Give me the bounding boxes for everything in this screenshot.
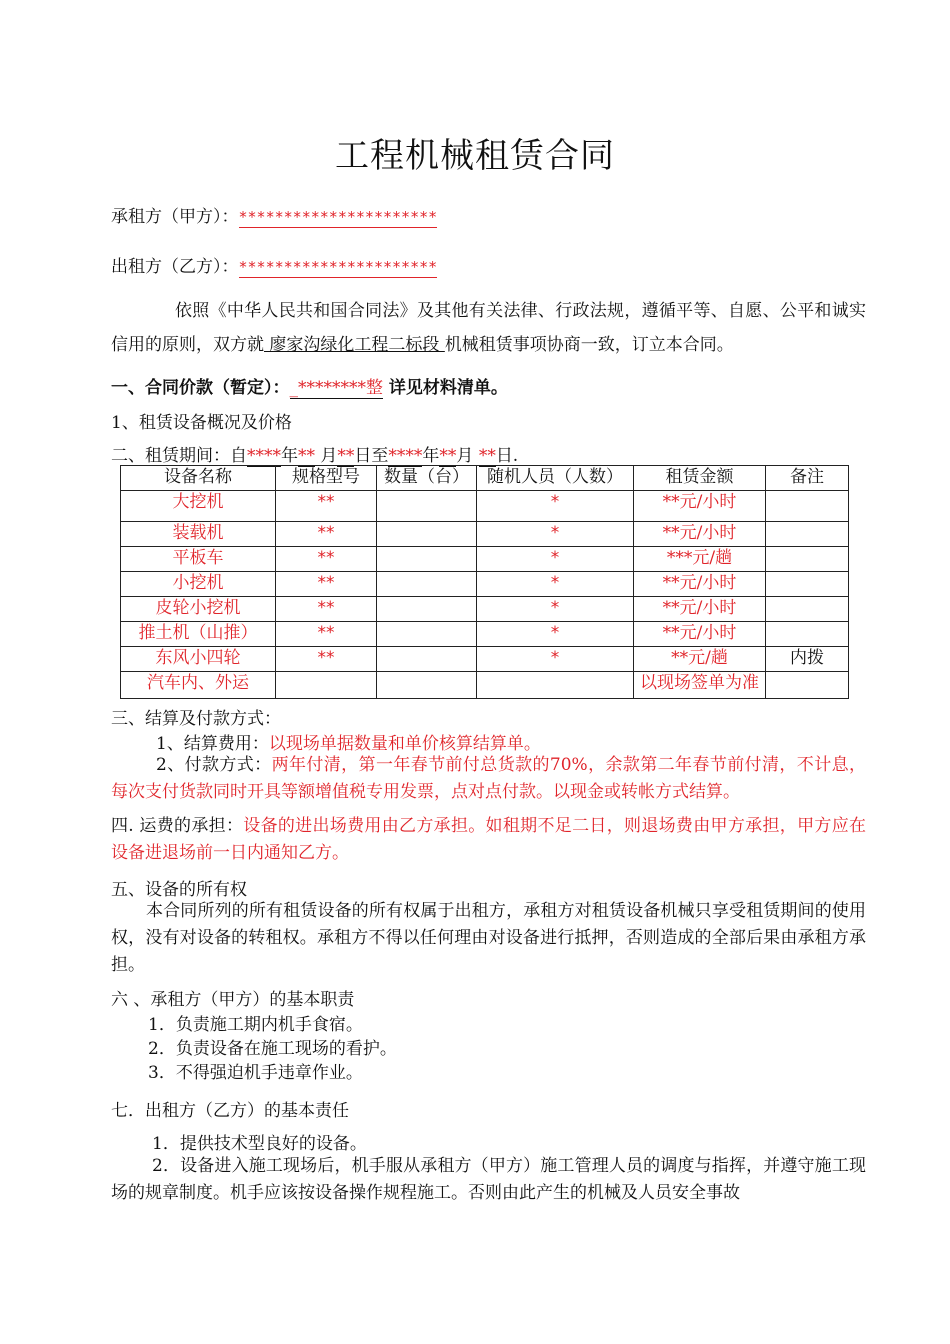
- end-day: **: [478, 446, 496, 466]
- section-7: 七．出租方（乙方）的基本责任: [111, 1101, 349, 1121]
- header-cell: 数量（台）: [377, 466, 477, 491]
- spec-cell: **: [276, 647, 377, 672]
- qty-cell: [377, 672, 477, 699]
- section-3-1-label: 1、结算费用：: [156, 734, 269, 754]
- table-header-row: [121, 466, 849, 491]
- section-3-1-value: 以现场单据数量和单价核算结算单。: [268, 734, 541, 754]
- equipment-name: 皮轮小挖机: [121, 597, 276, 622]
- equipment-name: 汽车内、外运: [121, 672, 276, 699]
- lessee-line: [111, 202, 866, 227]
- equipment-table: [120, 465, 849, 699]
- crew-cell: [477, 672, 634, 699]
- note-cell: [766, 572, 849, 597]
- lessee-label: 承租方（甲方）：: [111, 207, 239, 227]
- spec-cell: **: [276, 597, 377, 622]
- note-cell: [766, 522, 849, 547]
- header-cell: 规格型号: [276, 466, 377, 491]
- spec-cell: **: [276, 522, 377, 547]
- section-1-value: _********整: [289, 378, 383, 398]
- equipment-name: 平板车: [121, 547, 276, 572]
- section-1-1: 1、租赁设备概况及价格: [111, 413, 292, 433]
- note-cell: [766, 491, 849, 522]
- section-3: 三、结算及付款方式：: [111, 709, 281, 729]
- note-cell: [766, 597, 849, 622]
- day-end-char: 日.: [495, 446, 519, 466]
- section-2: [111, 441, 866, 466]
- crew-cell: *: [477, 597, 634, 622]
- start-day: **: [337, 446, 355, 466]
- month-char-2: 月: [456, 446, 474, 466]
- section-1-tail: 详见材料清单。: [383, 378, 508, 398]
- table-row: [121, 572, 849, 597]
- qty-cell: [377, 572, 477, 597]
- qty-cell: [377, 491, 477, 522]
- equipment-name: 大挖机: [121, 491, 276, 522]
- intro-paragraph: [111, 294, 866, 362]
- spec-cell: **: [276, 491, 377, 522]
- lessor-label: 出租方（乙方）：: [111, 257, 239, 277]
- header-cell: 随机人员（人数）: [477, 466, 634, 491]
- crew-cell: *: [477, 647, 634, 672]
- section-3-1: [156, 729, 911, 754]
- table-row: [121, 491, 849, 522]
- price-cell: **元/小时: [634, 622, 766, 647]
- note-cell: [766, 622, 849, 647]
- spec-cell: [276, 672, 377, 699]
- page-title: 工程机械租赁合同: [335, 136, 615, 176]
- section-5-body: 本合同所列的所有租赁设备的所有权属于出租方，承租方对租赁设备机械只享受租赁期间的使用权，没有对设备的转租权。承租方不得以任何理由对设备进行抵押，否则造成的全部后果由承租方承担。: [111, 901, 866, 975]
- crew-cell: *: [477, 491, 634, 522]
- section-3-2-label: 2、付款方式：: [156, 755, 272, 775]
- year-char-2: 年: [422, 446, 440, 466]
- equipment-name: 小挖机: [121, 572, 276, 597]
- table-row: [121, 597, 849, 622]
- spec-cell: **: [276, 622, 377, 647]
- crew-cell: *: [477, 547, 634, 572]
- note-cell: [766, 547, 849, 572]
- end-year: ****: [388, 446, 423, 466]
- lessor-line: [111, 252, 866, 277]
- price-cell: **元/小时: [634, 597, 766, 622]
- crew-cell: *: [477, 622, 634, 647]
- equipment-name: 东风小四轮: [121, 647, 276, 672]
- table-row: [121, 622, 849, 647]
- header-cell: 租赁金额: [634, 466, 766, 491]
- intro-text-b: 机械租赁事项协商一致，订立本合同。: [444, 335, 734, 355]
- section-4-label: 四. 运费的承担：: [111, 816, 244, 836]
- price-cell: 以现场签单为准: [634, 672, 766, 699]
- section-6: 六 、承租方（甲方）的基本职责: [111, 990, 355, 1010]
- price-cell: ***元/趟: [634, 547, 766, 572]
- section-2-label: 二、租赁期间：自: [111, 446, 247, 466]
- year-char-1: 年: [281, 446, 298, 466]
- section-4-value: 设备的进出场费用由乙方承担。如租期不足二日，则退场费由甲方承担，甲方应在设备进退场前一日内通知乙方。: [111, 816, 866, 863]
- equipment-name: 推土机（山推）: [121, 622, 276, 647]
- lessor-value: **********************: [238, 258, 438, 276]
- note-cell: [766, 672, 849, 699]
- price-cell: **元/趟: [634, 647, 766, 672]
- section-6-item: 3．不得强迫机手违章作业。: [148, 1063, 363, 1083]
- lessee-value: **********************: [238, 208, 438, 226]
- price-cell: **元/小时: [634, 522, 766, 547]
- qty-cell: [377, 597, 477, 622]
- table-row: [121, 522, 849, 547]
- month-char-1: 月: [320, 446, 338, 466]
- section-3-2: [111, 752, 866, 806]
- start-year: ****: [247, 446, 281, 466]
- end-month: **: [439, 446, 457, 466]
- start-month: **: [298, 446, 315, 466]
- price-cell: **元/小时: [634, 572, 766, 597]
- spec-cell: **: [276, 547, 377, 572]
- intro-text-a: 依照《中华人民共和国合同法》及其他有关法律、行政法规，遵循平等、自愿、公平和诚实信用的原则，双方就: [111, 301, 866, 355]
- crew-cell: *: [477, 522, 634, 547]
- qty-cell: [377, 622, 477, 647]
- table-row: [121, 672, 849, 699]
- section-4: [111, 813, 866, 867]
- equipment-name: 装载机: [121, 522, 276, 547]
- section-6-item: 2．负责设备在施工现场的看护。: [148, 1039, 397, 1059]
- table-row: [121, 547, 849, 572]
- qty-cell: [377, 647, 477, 672]
- section-1: [111, 373, 866, 398]
- section-6-item: 1．负责施工期内机手食宿。: [148, 1015, 363, 1035]
- section-1-label: 一、合同价款（暂定）：: [111, 378, 290, 398]
- crew-cell: *: [477, 572, 634, 597]
- qty-cell: [377, 522, 477, 547]
- section-7-2: 2．设备进入施工现场后，机手服从承租方（甲方）施工管理人员的调度与指挥，并遵守施工现场的规章制度。机手应该按设备操作规程施工。否则由此产生的机械及人员安全事故: [111, 1156, 866, 1203]
- section-3-2-value: 两年付清，第一年春节前付总货款的70%，余款第二年春节前付清，不计息，每次支付货款同时开具等额增值税专用发票，点对点付款。以现金或转帐方式结算。: [111, 755, 866, 802]
- table-row: [121, 647, 849, 672]
- day-to-char: 日至: [354, 446, 389, 466]
- section-5: 五、设备的所有权: [111, 880, 247, 900]
- header-cell: 设备名称: [121, 466, 276, 491]
- intro-project: 廖家沟绿化工程二标段: [264, 335, 445, 355]
- header-cell: 备注: [766, 466, 849, 491]
- qty-cell: [377, 547, 477, 572]
- note-cell: 内拨: [766, 647, 849, 672]
- section-7-1: 1．提供技术型良好的设备。: [152, 1134, 367, 1154]
- spec-cell: **: [276, 572, 377, 597]
- price-cell: **元/小时: [634, 491, 766, 522]
